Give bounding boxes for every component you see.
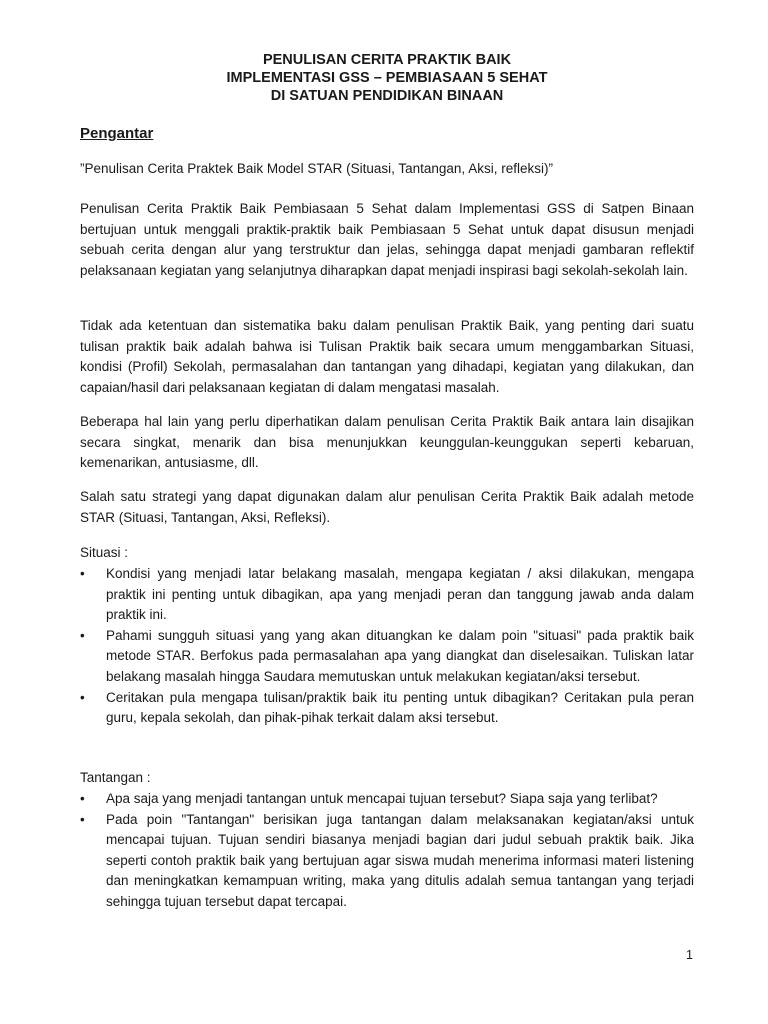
list-item xyxy=(80,564,694,626)
tantangan-list xyxy=(80,789,694,913)
list-item-text: Ceritakan pula mengapa tulisan/praktik baik itu penting untuk dibagikan? Ceritakan pula peran guru, kepala sekolah, dan pihak-pihak terkait dalam aksi tersebut. xyxy=(106,689,694,726)
tantangan-label: Tantangan : xyxy=(80,770,151,785)
bullet-marker: • xyxy=(80,566,85,581)
list-item-text: Kondisi yang menjadi latar belakang masalah, mengapa kegiatan / aksi dilakukan, mengapa praktik ini penting untuk dibagikan, apa yang menjadi peran dan tanggung jawab anda dalam praktik ini. xyxy=(106,566,694,623)
page-number: 1 xyxy=(686,948,693,962)
situasi-list xyxy=(80,564,694,729)
list-item xyxy=(80,789,694,810)
bullet-marker: • xyxy=(80,791,85,806)
list-item xyxy=(80,626,694,688)
list-item-text: Pada poin "Tantangan" berisikan juga tantangan dalam melaksanakan kegiatan/aksi untuk mencapai tujuan. Tujuan sendiri biasanya menjadi bagian dari judul sebuah praktik baik. Jika seperti contoh praktik baik yang bertujuan agar siswa mudah menerima informasi materi listening dan meningkatkan kemampuan writing, maka yang ditulis adalah semua tantangan yang terjadi sehingga tujuan tersebut dapat tercapai. xyxy=(106,811,694,909)
title-line-1: PENULISAN CERITA PRAKTIK BAIK xyxy=(262,52,512,68)
bullet-marker: • xyxy=(80,811,85,827)
paragraph-4: Salah satu strategi yang dapat digunakan dalam alur penulisan Cerita Praktik Baik adalah metode STAR (Situasi, Tantangan, Aksi, Refleksi). xyxy=(80,489,694,525)
paragraph-3: Beberapa hal lain yang perlu diperhatikan dalam penulisan Cerita Praktik Baik antara lain disajikan secara singkat, menarik dan bisa menunjukkan keunggulan-keunggukan seperti kebaruan, kemenarikan, antusiasme, dll. xyxy=(80,414,694,471)
list-item xyxy=(80,688,694,729)
title-line-3: DI SATUAN PENDIDIKAN BINAAN xyxy=(270,88,504,104)
list-item-text: Apa saja yang menjadi tantangan untuk mencapai tujuan tersebut? Siapa saja yang terlibat? xyxy=(106,791,658,806)
bullet-marker: • xyxy=(80,689,85,705)
document-title xyxy=(80,51,694,105)
bullet-marker: • xyxy=(80,627,85,643)
list-item xyxy=(80,810,694,913)
list-item-text: Pahami sungguh situasi yang yang akan dituangkan ke dalam poin "situasi" pada praktik baik metode STAR. Berfokus pada permasalahan apa yang diangkat dan diselesaikan. Tuliskan latar belakang masalah hingga Saudara memutuskan untuk melakukan kegiatan/aksi tersebut. xyxy=(106,627,694,684)
situasi-label: Situasi : xyxy=(80,545,129,560)
star-model-subtitle: ”Penulisan Cerita Praktek Baik Model STAR (Situasi, Tantangan, Aksi, refleksi)” xyxy=(80,161,553,176)
paragraph-1: Penulisan Cerita Praktik Baik Pembiasaan 5 Sehat dalam Implementasi GSS di Satpen Binaan bertujuan untuk menggali praktik-praktik baik Pembiasaan 5 Sehat untuk dapat disusun menjadi sebuah cerita dengan alur yang terstruktur dan jelas, sehingga dapat menjadi gambaran reflektif pelaksanaan kegiatan yang selanjutnya diharapkan dapat menjadi inspirasi bagi sekolah-sekolah lain. xyxy=(80,201,694,278)
section-heading-pengantar: Pengantar xyxy=(80,125,154,142)
paragraph-2: Tidak ada ketentuan dan sistematika baku dalam penulisan Praktik Baik, yang penting dari suatu tulisan praktik baik adalah bahwa isi Tulisan Praktik baik secara umum menggambarkan Situasi, kondisi (Profil) Sekolah, permasalahan dan tantangan yang dihadapi, kegiatan yang dilakukan, dan capaian/hasil dari pelaksanaan kegiatan di dalam mengatasi masalah. xyxy=(80,318,694,395)
title-line-2: IMPLEMENTASI GSS – PEMBIASAAN 5 SEHAT xyxy=(226,70,548,86)
